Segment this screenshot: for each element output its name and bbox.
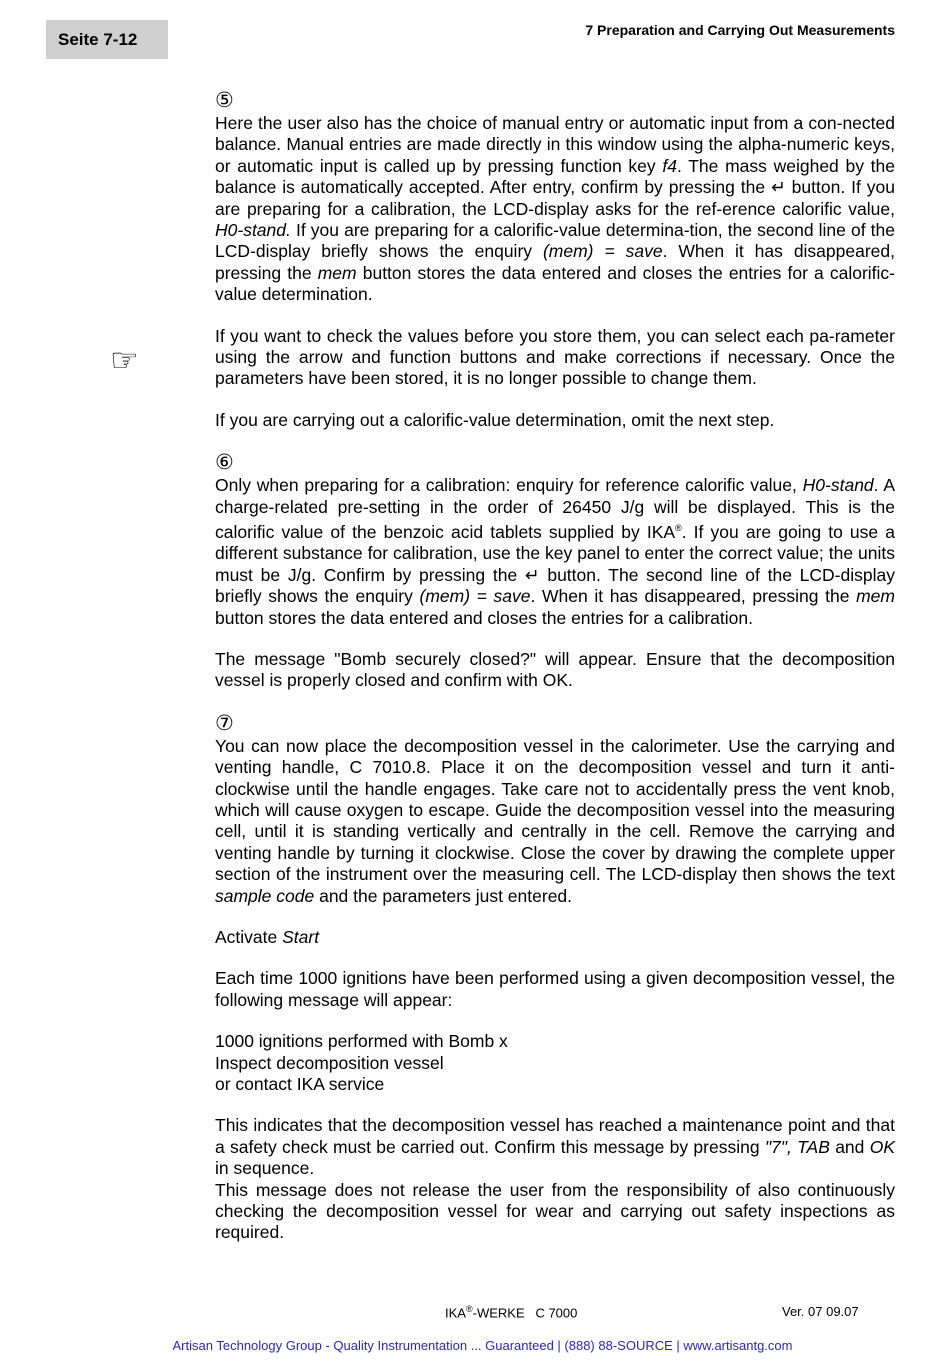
enquiry-mem-save: (mem) = save: [419, 586, 531, 607]
step-5-paragraph: [215, 113, 895, 306]
text: button stores the data entered and closes the entries for a calorific-value determination.: [215, 262, 896, 305]
activate-start-line: [215, 927, 895, 948]
mem-button-label: mem: [856, 586, 895, 607]
text: This indicates that the decomposition vessel has reached a maintenance point and that a safety check must be carried out. Confirm this message by pressing: [215, 1115, 895, 1157]
text: . The mass weighed by the balance is automatically accepted. After entry, confirm by pressing the ↵ button. If you are preparing for a calibration, the LCD-display asks for the ref-erence calorific value,: [215, 155, 895, 219]
bomb-closed-paragraph: The message "Bomb securely closed?" will appear. Ensure that the decomposition vessel is properly closed and confirm with OK.: [215, 648, 895, 691]
text: Here the user also has the choice of manual entry or automatic input from a con-nected balance. Manual entries are made directly in this window using the alpha-numeric keys, or automatic input is called up by pressing function key: [215, 113, 895, 176]
responsibility-paragraph: This message does not release the user from the responsibility of also continuously checking the decomposition vessel for wear and carrying out safety inspections as required.: [215, 1179, 895, 1243]
start-key-label: Start: [282, 927, 320, 948]
step-5-marker: ⑤: [215, 89, 234, 112]
page-number-tag: Seite 7-12: [46, 20, 168, 59]
note-paragraph: If you want to check the values before you store them, you can select each pa-rameter using the arrow and function buttons and make corrections if necessary. Once the parameters have been stored, it is no longer possible to change them.: [215, 325, 895, 389]
step-7-paragraph: [215, 736, 895, 907]
text: You can now place the decomposition vessel in the calorimeter. Use the carrying and venting handle, C 7010.8. Place it on the decomposition vessel and turn it anti-clockwise until the handle engages. Take care not to accidentally press the vent knob, which will cause oxygen to escape. Guide the decomposition vessel into the measuring cell, until it is standing vertically and centrally in the cell. Remove the carrying and venting handle by turning it clockwise. Close the cover by drawing the complete upper section of the instrument over the measuring cell. The LCD-display then shows the text: [215, 735, 895, 885]
step-6-paragraph: [215, 475, 895, 629]
text: button stores the data entered and closes the entries for a calibration.: [215, 607, 753, 628]
text: Activate: [215, 927, 283, 948]
text: in sequence.: [215, 1158, 315, 1179]
param-h0-stand: H0-stand: [802, 475, 874, 496]
param-h0-stand: H0-stand.: [215, 220, 291, 241]
text: If you are preparing for a calorific-value determina-tion, the second line of the LCD-display briefly shows the enquiry: [215, 220, 895, 262]
main-content: [215, 89, 895, 1264]
text: Only when preparing for a calibration: enquiry for reference calorific value,: [215, 475, 803, 496]
message-line: Inspect decomposition vessel: [215, 1052, 444, 1073]
footer-brand: [445, 1304, 577, 1320]
chapter-title: 7 Preparation and Carrying Out Measurements: [585, 22, 895, 38]
text: and the parameters just entered.: [314, 885, 573, 906]
footer-version: Ver. 07 09.07: [782, 1304, 859, 1319]
brand-name: IKA: [445, 1305, 466, 1321]
message-line: 1000 ignitions performed with Bomb x: [215, 1031, 508, 1052]
text: . When it has disappeared, pressing the: [530, 586, 857, 607]
registered-mark: ®: [465, 1304, 473, 1314]
text: . When it has disappeared, pressing the: [215, 241, 896, 283]
pointing-hand-icon: ☞: [110, 342, 139, 378]
step-7-marker: ⑦: [215, 711, 234, 735]
model-name: -WERKE C 7000: [472, 1305, 578, 1321]
sample-code-text: sample code: [215, 885, 315, 906]
registered-mark: ®: [675, 523, 682, 534]
artisan-footer-link[interactable]: Artisan Technology Group - Quality Instrumentation ... Guaranteed | (888) 88-SOURCE | www.artisantg.com: [172, 1338, 793, 1353]
enquiry-mem-save: (mem) = save: [542, 241, 663, 262]
key-sequence: "7", TAB: [764, 1136, 830, 1157]
ignition-message-block: [215, 1031, 895, 1095]
key-f4: f4: [662, 155, 677, 176]
text: and: [829, 1136, 870, 1157]
text: . A charge-related pre-setting in the order of 26450 J/g will be displayed. This is the calorific value of the benzoic acid tablets supplied by IKA: [215, 475, 895, 542]
message-line: or contact IKA service: [215, 1074, 385, 1095]
omit-step-paragraph: If you are carrying out a calorific-value determination, omit the next step.: [215, 409, 775, 430]
text: . If you are going to use a different substance for calibration, use the key panel to enter the correct value; the units must be J/g. Confirm by pressing the ↵ button. The second line of the LCD-display briefly shows the enquiry: [215, 521, 895, 607]
ignitions-paragraph: Each time 1000 ignitions have been performed using a given decomposition vessel, the following message will appear:: [215, 968, 895, 1010]
mem-button-label: mem: [317, 262, 357, 283]
step-6-marker: ⑥: [215, 451, 234, 475]
maintenance-paragraph: [215, 1115, 895, 1179]
ok-key-label: OK: [869, 1136, 895, 1157]
